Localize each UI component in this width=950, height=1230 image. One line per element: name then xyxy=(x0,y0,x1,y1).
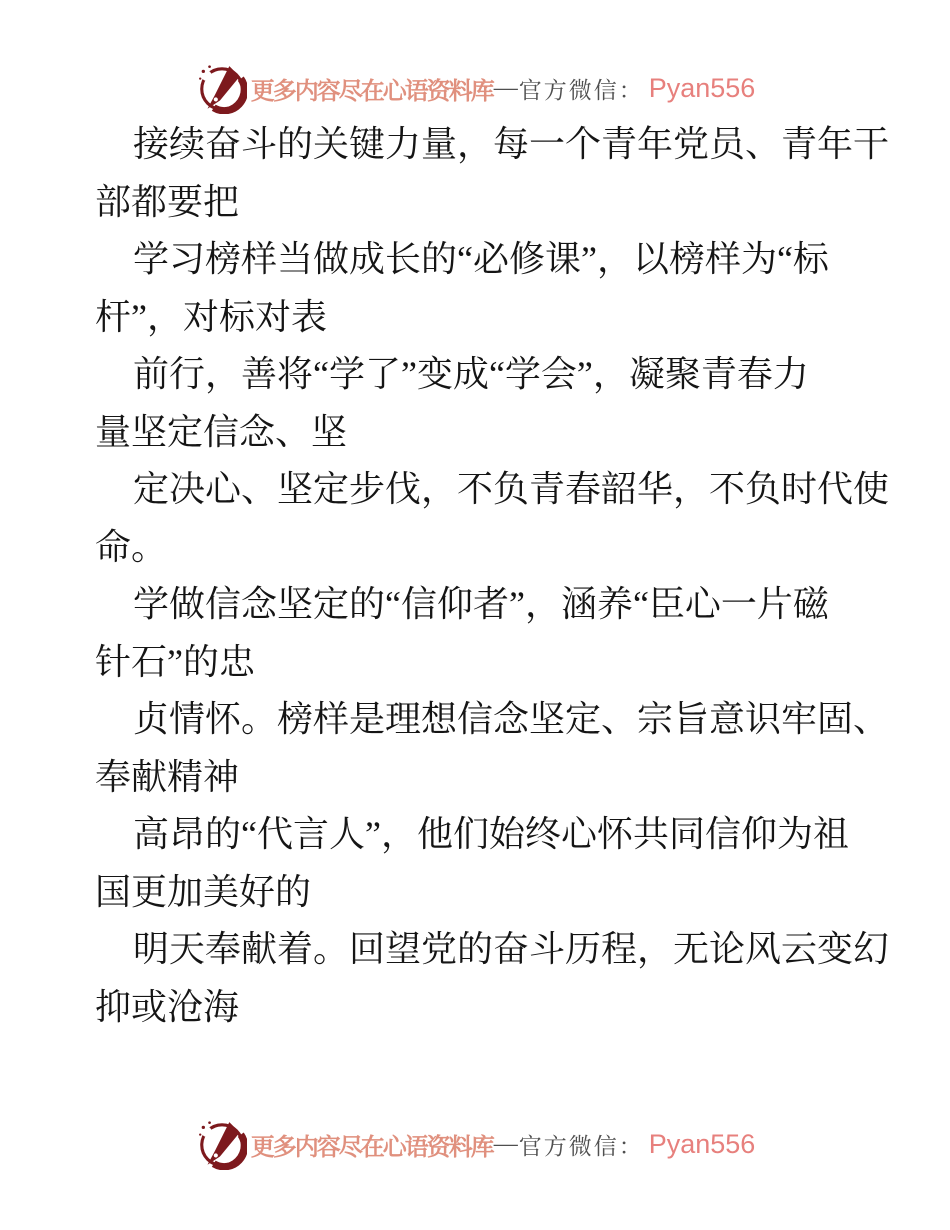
wechat-id: Pyan556 xyxy=(648,1128,756,1159)
text-line: 奉献精神 xyxy=(95,756,240,797)
wechat-label: 官方微信： xyxy=(518,1133,644,1159)
wechat-label: 官方微信： xyxy=(518,77,644,103)
text-line: 杆”，对标对表 xyxy=(95,296,327,337)
paragraph xyxy=(95,231,895,346)
text-line: 学做信念坚定的“信仰者”，涵养“臣心一片磁 xyxy=(133,584,829,624)
brand-text: 更多内容尽在心语资料库 xyxy=(250,78,493,105)
wechat-id: Pyan556 xyxy=(648,72,756,103)
text-line: 贞情怀。榜样是理想信念坚定、宗旨意识牢固、 xyxy=(133,699,890,739)
paragraph xyxy=(95,461,895,576)
paragraph xyxy=(95,116,895,231)
pen-nib-logo-icon xyxy=(195,62,247,114)
paragraph xyxy=(95,691,895,806)
brand-text: 更多内容尽在心语资料库 xyxy=(250,1134,493,1161)
text-line: 国更加美好的 xyxy=(95,871,312,912)
text-line: 部都要把 xyxy=(95,181,240,222)
paragraph xyxy=(95,576,895,691)
text-line: 前行，善将“学了”变成“学会”，凝聚青春力 xyxy=(133,354,809,394)
text-line: 学习榜样当做成长的“必修课”，以榜样为“标 xyxy=(133,239,829,279)
text-line: 高昂的“代言人”，他们始终心怀共同信仰为祖 xyxy=(133,814,849,854)
footer-watermark xyxy=(0,1118,950,1170)
paragraph xyxy=(95,346,895,461)
paragraph xyxy=(95,921,895,1036)
dash-separator: — xyxy=(493,1130,518,1157)
text-line: 命。 xyxy=(95,526,168,567)
text-line: 明天奉献着。回望党的奋斗历程，无论风云变幻 xyxy=(133,929,890,969)
text-line: 接续奋斗的关键力量，每一个青年党员、青年干 xyxy=(133,124,890,164)
dash-separator: — xyxy=(493,74,518,101)
text-line: 抑或沧海 xyxy=(95,986,240,1027)
text-line: 量坚定信念、坚 xyxy=(95,411,348,452)
paragraph xyxy=(95,806,895,921)
document-body xyxy=(95,116,895,1036)
pen-nib-logo-icon xyxy=(195,1118,247,1170)
text-line: 针石”的忠 xyxy=(95,641,255,682)
text-line: 定决心、坚定步伐，不负青春韶华，不负时代使 xyxy=(133,469,890,509)
header-watermark xyxy=(0,62,950,114)
